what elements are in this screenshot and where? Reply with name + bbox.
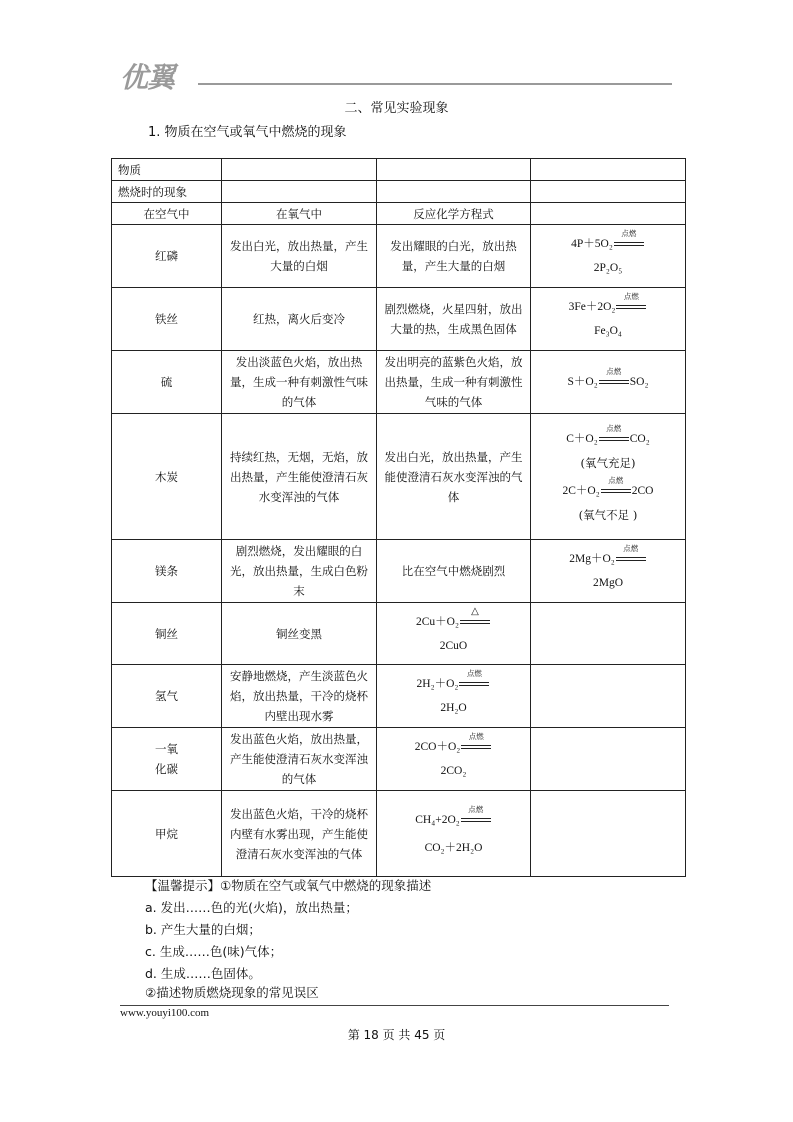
substance-cell: 铁丝 [112,288,222,351]
tip-item: c. 生成……色(味)气体； [145,944,283,959]
air-phenomenon: 剧烈燃烧，发出耀眼的白光，放出热量，生成白色粉末 [222,540,377,603]
equation-cell: C＋O₂ 点燃 CO₂ (氧气充足) 2C＋O₂ 点燃 2CO (氧气不足 ) [531,414,686,540]
substance-cell: 铜丝 [112,603,222,665]
substance-cell: 镁条 [112,540,222,603]
footer-url: www.youyi100.com [120,1007,210,1019]
air-phenomenon: 发出白光，放出热量，产生大量的白烟 [222,225,377,288]
table-row [112,728,686,791]
tip-item: b. 产生大量的白烟； [145,922,261,937]
oxygen-phenomenon: 发出白光，放出热量，产生能使澄清石灰水变浑浊的气体 [377,414,531,540]
substance-cell: 甲烷 [112,791,222,877]
equation-cell: 3Fe＋2O₂ 点燃 Fe₃O₄ [531,288,686,351]
air-phenomenon: 铜丝变黑 [222,603,377,665]
equation-cell: S＋O₂ 点燃 SO₂ [531,351,686,414]
air-phenomenon: 发出淡蓝色火焰，放出热量，生成一种有刺激性气味的气体 [222,351,377,414]
equation-cell: 2H₂＋O₂ 点燃 2H₂O [377,665,531,728]
substance-cell: 红磷 [112,225,222,288]
tip-heading: 【温馨提示】①物质在空气或氧气中燃烧的现象描述 [145,878,432,893]
substance-cell: 氢气 [112,665,222,728]
reaction-condition: 点燃 [599,375,629,389]
reaction-condition: 点燃 [599,432,629,446]
table-header-row [112,203,686,225]
equation-note: (氧气不足 ) [578,507,638,522]
equation-cell: 4P＋5O₂ 点燃 2P₂O₅ [531,225,686,288]
table-row [112,791,686,877]
sub-title: 1. 物质在空气或氧气中燃烧的现象 [148,125,347,140]
oxygen-phenomenon: 剧烈燃烧，火星四射，放出大量的热，生成黑色固体 [377,288,531,351]
table-cell: 物质 [112,159,222,181]
table-row [112,159,686,181]
section-title: 二、常见实验现象 [344,101,449,116]
tip-item: ②描述物质燃烧现象的常见误区 [145,985,319,1000]
oxygen-phenomenon: 发出耀眼的白光，放出热量，产生大量的白烟 [377,225,531,288]
page-header [120,52,672,92]
equation-cell: 2Mg＋O₂ 点燃 2MgO [531,540,686,603]
table-row [112,665,686,728]
air-phenomenon: 红热，离火后变冷 [222,288,377,351]
reaction-condition: 点燃 [616,300,646,314]
table-row [112,351,686,414]
reaction-condition: △ [460,615,490,629]
combustion-table [111,158,686,877]
reaction-condition: 点燃 [461,813,491,827]
page-number: 第 18 页 共 45 页 [347,1028,446,1042]
reaction-condition: 点燃 [614,237,644,251]
reaction-condition: 点燃 [459,677,489,691]
table-cell: 燃烧时的现象 [112,181,222,203]
equation-cell: 2CO＋O₂ 点燃 2CO₂ [377,728,531,791]
header-divider [198,83,672,85]
table-row [112,288,686,351]
air-phenomenon: 发出蓝色火焰，放出热量，产生能使澄清石灰水变浑浊的气体 [222,728,377,791]
oxygen-phenomenon: 发出明亮的蓝紫色火焰，放出热量，生成一种有刺激性气味的气体 [377,351,531,414]
column-header: 在空气中 [112,203,222,225]
substance-cell: 木炭 [112,414,222,540]
reaction-condition: 点燃 [616,552,646,566]
table-row [112,540,686,603]
substance-cell: 一氧 化碳 [112,728,222,791]
brand-logo: 优翼 [120,61,175,94]
column-header: 反应化学方程式 [377,203,531,225]
table-row [112,414,686,540]
table-row [112,181,686,203]
column-header: 在氧气中 [222,203,377,225]
tip-item: a. 发出……色的光(火焰)，放出热量； [145,900,358,915]
air-phenomenon: 安静地燃烧，产生淡蓝色火焰，放出热量，干冷的烧杯内壁出现水雾 [222,665,377,728]
table-row [112,603,686,665]
equation-cell: CH₄+2O₂ 点燃 CO₂＋2H₂O [377,791,531,877]
footer-divider [120,1005,669,1006]
air-phenomenon: 发出蓝色火焰，干冷的烧杯内壁有水雾出现，产生能使澄清石灰水变浑浊的气体 [222,791,377,877]
reaction-condition: 点燃 [461,740,491,754]
reaction-condition: 点燃 [601,484,631,498]
air-phenomenon: 持续红热，无烟，无焰，放出热量，产生能使澄清石灰水变浑浊的气体 [222,414,377,540]
oxygen-phenomenon: 比在空气中燃烧剧烈 [377,540,531,603]
equation-cell: 2Cu＋O₂ △ 2CuO [377,603,531,665]
substance-cell: 硫 [112,351,222,414]
table-row [112,225,686,288]
tip-item: d. 生成……色固体。 [145,966,261,981]
equation-note: (氧气充足) [580,455,636,470]
